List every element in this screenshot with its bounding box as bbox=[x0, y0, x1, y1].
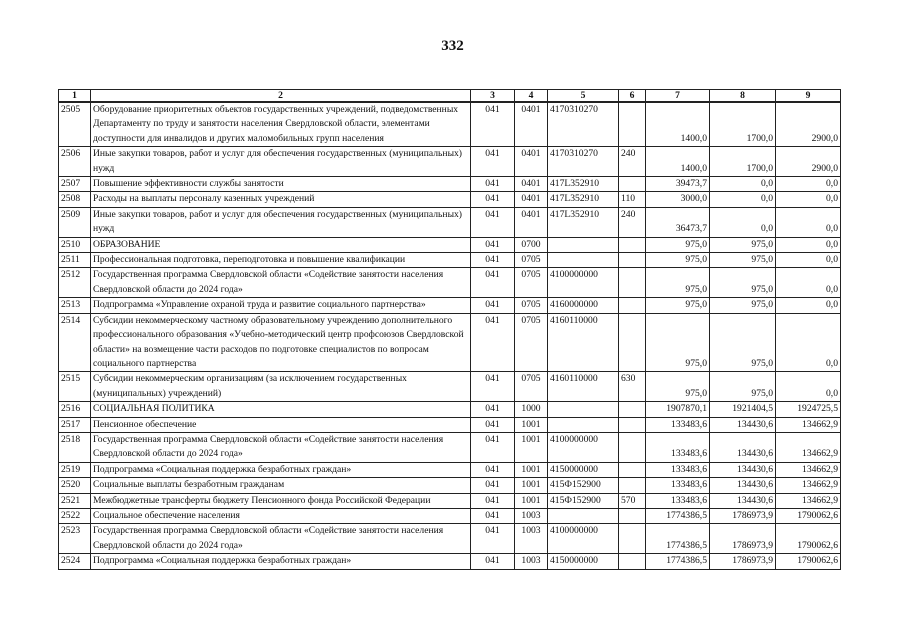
chapter-code: 041 bbox=[471, 253, 515, 268]
amount-year-3: 0,0 bbox=[776, 298, 841, 313]
column-header-9: 9 bbox=[776, 90, 841, 103]
row-number: 2512 bbox=[59, 268, 91, 298]
row-name: Подпрограмма «Социальная поддержка безработных граждан» bbox=[91, 554, 471, 569]
table-row bbox=[59, 402, 841, 417]
section-code: 0705 bbox=[515, 372, 548, 402]
row-number: 2516 bbox=[59, 402, 91, 417]
amount-year-3: 134662,9 bbox=[776, 432, 841, 462]
section-code: 0401 bbox=[515, 207, 548, 237]
amount-year-1: 975,0 bbox=[646, 298, 710, 313]
amount-year-2: 975,0 bbox=[710, 253, 776, 268]
chapter-code: 041 bbox=[471, 102, 515, 147]
row-name: Государственная программа Свердловской области «Содействие занятости населения Свердловской области до 2024 года» bbox=[91, 524, 471, 554]
section-code: 1003 bbox=[515, 508, 548, 523]
expense-type-code bbox=[619, 402, 646, 417]
amount-year-3: 0,0 bbox=[776, 268, 841, 298]
amount-year-1: 1774386,5 bbox=[646, 524, 710, 554]
row-number: 2521 bbox=[59, 493, 91, 508]
target-article-code: 417L352910 bbox=[548, 192, 619, 207]
amount-year-3: 0,0 bbox=[776, 207, 841, 237]
row-name: Государственная программа Свердловской области «Содействие занятости населения Свердловской области до 2024 года» bbox=[91, 268, 471, 298]
column-header-2: 2 bbox=[91, 90, 471, 103]
target-article-code: 4150000000 bbox=[548, 554, 619, 569]
target-article-code: 4160110000 bbox=[548, 372, 619, 402]
row-number: 2506 bbox=[59, 147, 91, 177]
amount-year-2: 975,0 bbox=[710, 313, 776, 372]
amount-year-3: 134662,9 bbox=[776, 462, 841, 477]
amount-year-3: 0,0 bbox=[776, 192, 841, 207]
table-row bbox=[59, 177, 841, 192]
chapter-code: 041 bbox=[471, 508, 515, 523]
row-name: Профессиональная подготовка, переподготовка и повышение квалификации bbox=[91, 253, 471, 268]
row-name: Пенсионное обеспечение bbox=[91, 417, 471, 432]
amount-year-3: 2900,0 bbox=[776, 102, 841, 147]
row-name: Подпрограмма «Управление охраной труда и развитие социального партнерства» bbox=[91, 298, 471, 313]
chapter-code: 041 bbox=[471, 402, 515, 417]
amount-year-1: 975,0 bbox=[646, 268, 710, 298]
row-name: Подпрограмма «Социальная поддержка безработных граждан» bbox=[91, 462, 471, 477]
row-name: Социальное обеспечение населения bbox=[91, 508, 471, 523]
target-article-code bbox=[548, 508, 619, 523]
amount-year-1: 36473,7 bbox=[646, 207, 710, 237]
table-row bbox=[59, 417, 841, 432]
table-row bbox=[59, 237, 841, 252]
row-name: Государственная программа Свердловской области «Содействие занятости населения Свердловской области до 2024 года» bbox=[91, 432, 471, 462]
section-code: 0401 bbox=[515, 177, 548, 192]
amount-year-1: 975,0 bbox=[646, 372, 710, 402]
chapter-code: 041 bbox=[471, 417, 515, 432]
budget-table bbox=[58, 89, 841, 570]
section-code: 0401 bbox=[515, 102, 548, 147]
row-number: 2505 bbox=[59, 102, 91, 147]
amount-year-1: 133483,6 bbox=[646, 432, 710, 462]
amount-year-1: 975,0 bbox=[646, 313, 710, 372]
target-article-code: 4160000000 bbox=[548, 298, 619, 313]
target-article-code: 4170310270 bbox=[548, 102, 619, 147]
amount-year-3: 0,0 bbox=[776, 372, 841, 402]
amount-year-1: 3000,0 bbox=[646, 192, 710, 207]
section-code: 0700 bbox=[515, 237, 548, 252]
chapter-code: 041 bbox=[471, 554, 515, 569]
amount-year-2: 0,0 bbox=[710, 207, 776, 237]
expense-type-code bbox=[619, 524, 646, 554]
section-code: 0705 bbox=[515, 268, 548, 298]
column-header-7: 7 bbox=[646, 90, 710, 103]
row-number: 2515 bbox=[59, 372, 91, 402]
amount-year-2: 134430,6 bbox=[710, 417, 776, 432]
amount-year-2: 975,0 bbox=[710, 372, 776, 402]
amount-year-2: 1786973,9 bbox=[710, 554, 776, 569]
row-name: Расходы на выплаты персоналу казенных учреждений bbox=[91, 192, 471, 207]
table-row bbox=[59, 432, 841, 462]
table-row bbox=[59, 493, 841, 508]
row-number: 2510 bbox=[59, 237, 91, 252]
target-article-code: 4100000000 bbox=[548, 268, 619, 298]
expense-type-code: 110 bbox=[619, 192, 646, 207]
amount-year-3: 0,0 bbox=[776, 177, 841, 192]
amount-year-2: 134430,6 bbox=[710, 462, 776, 477]
amount-year-2: 1786973,9 bbox=[710, 508, 776, 523]
target-article-code: 417L352910 bbox=[548, 177, 619, 192]
amount-year-1: 133483,6 bbox=[646, 493, 710, 508]
target-article-code bbox=[548, 417, 619, 432]
amount-year-2: 0,0 bbox=[710, 192, 776, 207]
row-number: 2522 bbox=[59, 508, 91, 523]
expense-type-code bbox=[619, 102, 646, 147]
target-article-code: 415Ф152900 bbox=[548, 493, 619, 508]
section-code: 1003 bbox=[515, 554, 548, 569]
table-row bbox=[59, 508, 841, 523]
amount-year-3: 134662,9 bbox=[776, 478, 841, 493]
amount-year-1: 133483,6 bbox=[646, 417, 710, 432]
target-article-code: 4150000000 bbox=[548, 462, 619, 477]
chapter-code: 041 bbox=[471, 372, 515, 402]
table-row bbox=[59, 524, 841, 554]
amount-year-2: 1786973,9 bbox=[710, 524, 776, 554]
section-code: 0401 bbox=[515, 192, 548, 207]
row-name: Социальные выплаты безработным гражданам bbox=[91, 478, 471, 493]
amount-year-1: 1400,0 bbox=[646, 147, 710, 177]
expense-type-code bbox=[619, 432, 646, 462]
amount-year-3: 2900,0 bbox=[776, 147, 841, 177]
row-number: 2513 bbox=[59, 298, 91, 313]
row-name: СОЦИАЛЬНАЯ ПОЛИТИКА bbox=[91, 402, 471, 417]
row-number: 2517 bbox=[59, 417, 91, 432]
row-name: Повышение эффективности службы занятости bbox=[91, 177, 471, 192]
table-row bbox=[59, 372, 841, 402]
section-code: 0705 bbox=[515, 298, 548, 313]
amount-year-1: 1907870,1 bbox=[646, 402, 710, 417]
column-header-6: 6 bbox=[619, 90, 646, 103]
row-number: 2519 bbox=[59, 462, 91, 477]
amount-year-2: 975,0 bbox=[710, 298, 776, 313]
amount-year-1: 1400,0 bbox=[646, 102, 710, 147]
target-article-code: 417L352910 bbox=[548, 207, 619, 237]
table-header bbox=[59, 90, 841, 103]
chapter-code: 041 bbox=[471, 462, 515, 477]
row-name: Оборудование приоритетных объектов государственных учреждений, подведомственных Департаменту по труду и занятости населения Свердловской области, элементами доступности для инвалидов и других маломобильных групп населения bbox=[91, 102, 471, 147]
target-article-code bbox=[548, 253, 619, 268]
amount-year-1: 1774386,5 bbox=[646, 554, 710, 569]
amount-year-1: 1774386,5 bbox=[646, 508, 710, 523]
chapter-code: 041 bbox=[471, 207, 515, 237]
amount-year-1: 133483,6 bbox=[646, 478, 710, 493]
page-number: 332 bbox=[441, 38, 464, 54]
expense-type-code bbox=[619, 177, 646, 192]
column-header-8: 8 bbox=[710, 90, 776, 103]
target-article-code: 4160110000 bbox=[548, 313, 619, 372]
section-code: 1001 bbox=[515, 478, 548, 493]
row-name: Субсидии некоммерческому частному образовательному учреждению дополнительного профессионального образования «Учебно-методический центр профсоюзов Свердловской области» на возмещение части расходов по подготовке специалистов по вопросам социального партнерства bbox=[91, 313, 471, 372]
chapter-code: 041 bbox=[471, 313, 515, 372]
expense-type-code bbox=[619, 268, 646, 298]
chapter-code: 041 bbox=[471, 237, 515, 252]
table-body bbox=[59, 102, 841, 569]
amount-year-2: 975,0 bbox=[710, 268, 776, 298]
target-article-code bbox=[548, 402, 619, 417]
section-code: 0705 bbox=[515, 253, 548, 268]
chapter-code: 041 bbox=[471, 192, 515, 207]
row-name: Иные закупки товаров, работ и услуг для обеспечения государственных (муниципальных) нужд bbox=[91, 147, 471, 177]
amount-year-3: 1790062,6 bbox=[776, 508, 841, 523]
table-row bbox=[59, 207, 841, 237]
amount-year-3: 1790062,6 bbox=[776, 524, 841, 554]
amount-year-2: 1700,0 bbox=[710, 102, 776, 147]
section-code: 1003 bbox=[515, 524, 548, 554]
table-row bbox=[59, 192, 841, 207]
amount-year-2: 134430,6 bbox=[710, 478, 776, 493]
expense-type-code: 240 bbox=[619, 207, 646, 237]
section-code: 1001 bbox=[515, 432, 548, 462]
table-row bbox=[59, 313, 841, 372]
header-row bbox=[59, 90, 841, 103]
table-row bbox=[59, 478, 841, 493]
row-number: 2507 bbox=[59, 177, 91, 192]
amount-year-2: 134430,6 bbox=[710, 432, 776, 462]
row-number: 2511 bbox=[59, 253, 91, 268]
amount-year-1: 39473,7 bbox=[646, 177, 710, 192]
chapter-code: 041 bbox=[471, 177, 515, 192]
row-number: 2524 bbox=[59, 554, 91, 569]
amount-year-3: 1790062,6 bbox=[776, 554, 841, 569]
target-article-code: 415Ф152900 bbox=[548, 478, 619, 493]
row-name: Иные закупки товаров, работ и услуг для обеспечения государственных (муниципальных) нужд bbox=[91, 207, 471, 237]
section-code: 1000 bbox=[515, 402, 548, 417]
column-header-5: 5 bbox=[548, 90, 619, 103]
table-row bbox=[59, 554, 841, 569]
row-name: Субсидии некоммерческим организациям (за исключением государственных (муниципальных) учреждений) bbox=[91, 372, 471, 402]
row-number: 2509 bbox=[59, 207, 91, 237]
amount-year-3: 0,0 bbox=[776, 313, 841, 372]
row-number: 2518 bbox=[59, 432, 91, 462]
target-article-code: 4170310270 bbox=[548, 147, 619, 177]
table-row bbox=[59, 102, 841, 147]
expense-type-code bbox=[619, 313, 646, 372]
chapter-code: 041 bbox=[471, 268, 515, 298]
table-row bbox=[59, 253, 841, 268]
section-code: 1001 bbox=[515, 493, 548, 508]
target-article-code: 4100000000 bbox=[548, 432, 619, 462]
amount-year-2: 975,0 bbox=[710, 237, 776, 252]
row-number: 2514 bbox=[59, 313, 91, 372]
amount-year-2: 0,0 bbox=[710, 177, 776, 192]
section-code: 0705 bbox=[515, 313, 548, 372]
row-name: ОБРАЗОВАНИЕ bbox=[91, 237, 471, 252]
table-row bbox=[59, 298, 841, 313]
amount-year-3: 0,0 bbox=[776, 253, 841, 268]
chapter-code: 041 bbox=[471, 298, 515, 313]
amount-year-3: 1924725,5 bbox=[776, 402, 841, 417]
expense-type-code bbox=[619, 417, 646, 432]
expense-type-code bbox=[619, 237, 646, 252]
amount-year-1: 975,0 bbox=[646, 237, 710, 252]
section-code: 0401 bbox=[515, 147, 548, 177]
expense-type-code bbox=[619, 462, 646, 477]
expense-type-code bbox=[619, 253, 646, 268]
target-article-code bbox=[548, 237, 619, 252]
amount-year-2: 1700,0 bbox=[710, 147, 776, 177]
row-number: 2523 bbox=[59, 524, 91, 554]
amount-year-3: 0,0 bbox=[776, 237, 841, 252]
target-article-code: 4100000000 bbox=[548, 524, 619, 554]
table-row bbox=[59, 268, 841, 298]
amount-year-2: 1921404,5 bbox=[710, 402, 776, 417]
amount-year-2: 134430,6 bbox=[710, 493, 776, 508]
table-row bbox=[59, 462, 841, 477]
row-number: 2508 bbox=[59, 192, 91, 207]
section-code: 1001 bbox=[515, 462, 548, 477]
amount-year-1: 133483,6 bbox=[646, 462, 710, 477]
amount-year-3: 134662,9 bbox=[776, 417, 841, 432]
amount-year-3: 134662,9 bbox=[776, 493, 841, 508]
expense-type-code: 570 bbox=[619, 493, 646, 508]
row-number: 2520 bbox=[59, 478, 91, 493]
table-row bbox=[59, 147, 841, 177]
chapter-code: 041 bbox=[471, 432, 515, 462]
expense-type-code: 240 bbox=[619, 147, 646, 177]
expense-type-code bbox=[619, 478, 646, 493]
column-header-3: 3 bbox=[471, 90, 515, 103]
chapter-code: 041 bbox=[471, 478, 515, 493]
chapter-code: 041 bbox=[471, 493, 515, 508]
expense-type-code bbox=[619, 298, 646, 313]
chapter-code: 041 bbox=[471, 524, 515, 554]
expense-type-code: 630 bbox=[619, 372, 646, 402]
amount-year-1: 975,0 bbox=[646, 253, 710, 268]
column-header-1: 1 bbox=[59, 90, 91, 103]
chapter-code: 041 bbox=[471, 147, 515, 177]
row-name: Межбюджетные трансферты бюджету Пенсионного фонда Российской Федерации bbox=[91, 493, 471, 508]
expense-type-code bbox=[619, 554, 646, 569]
section-code: 1001 bbox=[515, 417, 548, 432]
column-header-4: 4 bbox=[515, 90, 548, 103]
expense-type-code bbox=[619, 508, 646, 523]
